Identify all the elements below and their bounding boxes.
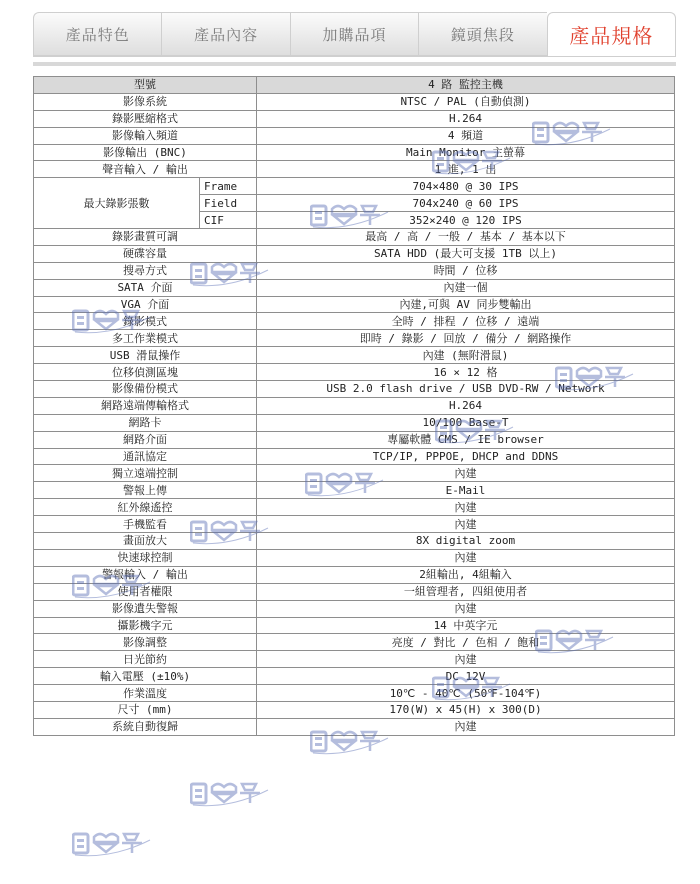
table-row	[34, 347, 675, 364]
spec-label: 警報上傳	[34, 482, 257, 499]
spec-value: 704×480 @ 30 IPS	[257, 178, 675, 195]
spec-label: 搜尋方式	[34, 262, 257, 279]
spec-label-max-record: 最大錄影張數	[34, 178, 200, 229]
spec-label: 輸入電壓 (±10%)	[34, 668, 257, 685]
spec-value: H.264	[257, 397, 675, 414]
spec-label: SATA 介面	[34, 279, 257, 296]
spec-label: VGA 介面	[34, 296, 257, 313]
tab-divider	[33, 56, 676, 57]
spec-value: 即時 / 錄影 / 回放 / 備分 / 網路操作	[257, 330, 675, 347]
spec-value: 內建	[257, 499, 675, 516]
table-row	[34, 701, 675, 718]
table-row	[34, 229, 675, 246]
spec-label: 獨立遠端控制	[34, 465, 257, 482]
spec-table	[33, 76, 675, 736]
table-row	[34, 313, 675, 330]
spec-label: 網路介面	[34, 431, 257, 448]
spec-label: 多工作業模式	[34, 330, 257, 347]
spec-value: 14 中英字元	[257, 617, 675, 634]
spec-label: 通訊協定	[34, 448, 257, 465]
spec-label: 網路遠端傳輸格式	[34, 397, 257, 414]
table-row	[34, 634, 675, 651]
spec-value: 內建	[257, 549, 675, 566]
table-row	[34, 381, 675, 398]
spec-table-body	[34, 77, 675, 736]
table-row	[34, 178, 675, 195]
spec-value: 704x240 @ 60 IPS	[257, 195, 675, 212]
spec-value: 一組管理者, 四組使用者	[257, 583, 675, 600]
table-row	[34, 448, 675, 465]
spec-label: 使用者權限	[34, 583, 257, 600]
spec-value: USB 2.0 flash drive / USB DVD-RW / Network	[257, 381, 675, 398]
watermark-logo-icon	[190, 778, 272, 808]
spec-label: 聲音輸入 / 輸出	[34, 161, 257, 178]
spec-value: TCP/IP, PPPOE, DHCP and DDNS	[257, 448, 675, 465]
spec-label: 系統自動復歸	[34, 718, 257, 735]
table-row	[34, 279, 675, 296]
spec-value: 10℃ - 40℃ (50℉-104℉)	[257, 685, 675, 702]
spec-value: NTSC / PAL (自動偵測)	[257, 93, 675, 110]
spec-label: 畫面放大	[34, 533, 257, 550]
spec-value: 2組輸出, 4組輸入	[257, 566, 675, 583]
spec-label: 紅外線遙控	[34, 499, 257, 516]
header-label: 型號	[34, 77, 257, 94]
spec-value: 內建	[257, 718, 675, 735]
tab-bar	[33, 12, 676, 56]
spec-value: 內建	[257, 651, 675, 668]
table-row	[34, 465, 675, 482]
spec-value: 內建,可與 AV 同步雙輸出	[257, 296, 675, 313]
spec-label: 影像輸入頻道	[34, 127, 257, 144]
table-row	[34, 161, 675, 178]
spec-label: 尺寸 (mm)	[34, 701, 257, 718]
spec-value: 內建	[257, 516, 675, 533]
table-row	[34, 330, 675, 347]
spec-label: USB 滑鼠操作	[34, 347, 257, 364]
table-row	[34, 566, 675, 583]
spec-value: E-Mail	[257, 482, 675, 499]
table-row	[34, 296, 675, 313]
spec-label: 手機監看	[34, 516, 257, 533]
table-row	[34, 549, 675, 566]
spec-value: 亮度 / 對比 / 色相 / 飽和	[257, 634, 675, 651]
table-row	[34, 364, 675, 381]
spec-value: 內建一個	[257, 279, 675, 296]
table-row	[34, 482, 675, 499]
table-row	[34, 414, 675, 431]
table-row	[34, 431, 675, 448]
table-row	[34, 516, 675, 533]
table-row	[34, 533, 675, 550]
spec-value: DC 12V	[257, 668, 675, 685]
spec-label: 日光節約	[34, 651, 257, 668]
table-row	[34, 93, 675, 110]
spec-label: 錄影畫質可調	[34, 229, 257, 246]
table-row	[34, 583, 675, 600]
spec-label: 影像備份模式	[34, 381, 257, 398]
spec-value: 8X digital zoom	[257, 533, 675, 550]
spec-label: 作業溫度	[34, 685, 257, 702]
table-row	[34, 245, 675, 262]
spec-value: 1 進, 1 出	[257, 161, 675, 178]
tab-addons[interactable]: 加購品項	[290, 12, 418, 56]
spec-label: 影像系統	[34, 93, 257, 110]
sub-mode-cif: CIF	[200, 212, 257, 229]
spec-label: 位移偵測區塊	[34, 364, 257, 381]
tab-lens-focal[interactable]: 鏡頭焦段	[418, 12, 546, 56]
spec-label: 錄影壓縮格式	[34, 110, 257, 127]
spec-label: 影像遺失警報	[34, 600, 257, 617]
spec-value: 內建 (無附滑鼠)	[257, 347, 675, 364]
tab-contents[interactable]: 產品內容	[161, 12, 289, 56]
spec-value: 內建	[257, 465, 675, 482]
table-row	[34, 144, 675, 161]
table-row	[34, 617, 675, 634]
spec-value: 10/100 Base-T	[257, 414, 675, 431]
spec-value: 170(W) x 45(H) x 300(D)	[257, 701, 675, 718]
spec-value: 352×240 @ 120 IPS	[257, 212, 675, 229]
spec-label: 影像調整	[34, 634, 257, 651]
watermark-logo-icon	[72, 828, 154, 858]
spec-label: 快速球控制	[34, 549, 257, 566]
tab-features[interactable]: 產品特色	[33, 12, 161, 56]
spec-value: 內建	[257, 600, 675, 617]
spec-value: Main Monitor 主螢幕	[257, 144, 675, 161]
spec-value: SATA HDD (最大可支援 1TB 以上)	[257, 245, 675, 262]
spec-label: 攝影機字元	[34, 617, 257, 634]
table-row	[34, 668, 675, 685]
spec-value: 最高 / 高 / 一般 / 基本 / 基本以下	[257, 229, 675, 246]
section-divider	[33, 62, 676, 66]
table-row	[34, 262, 675, 279]
spec-value: 全時 / 排程 / 位移 / 遠端	[257, 313, 675, 330]
spec-label: 錄影模式	[34, 313, 257, 330]
spec-value: 時間 / 位移	[257, 262, 675, 279]
table-row	[34, 718, 675, 735]
spec-value: 16 × 12 格	[257, 364, 675, 381]
table-row	[34, 600, 675, 617]
spec-label: 影像輸出 (BNC)	[34, 144, 257, 161]
table-row	[34, 651, 675, 668]
table-row	[34, 127, 675, 144]
spec-label: 網路卡	[34, 414, 257, 431]
spec-value: 4 頻道	[257, 127, 675, 144]
table-header-row	[34, 77, 675, 94]
table-row	[34, 397, 675, 414]
sub-mode-field: Field	[200, 195, 257, 212]
table-row	[34, 685, 675, 702]
spec-label: 警報輸入 / 輸出	[34, 566, 257, 583]
table-row	[34, 110, 675, 127]
spec-label: 硬碟容量	[34, 245, 257, 262]
tab-specifications[interactable]: 產品規格	[547, 12, 676, 56]
header-value: 4 路 監控主機	[257, 77, 675, 94]
table-row	[34, 499, 675, 516]
spec-value: 專屬軟體 CMS / IE browser	[257, 431, 675, 448]
sub-mode-frame: Frame	[200, 178, 257, 195]
spec-value: H.264	[257, 110, 675, 127]
